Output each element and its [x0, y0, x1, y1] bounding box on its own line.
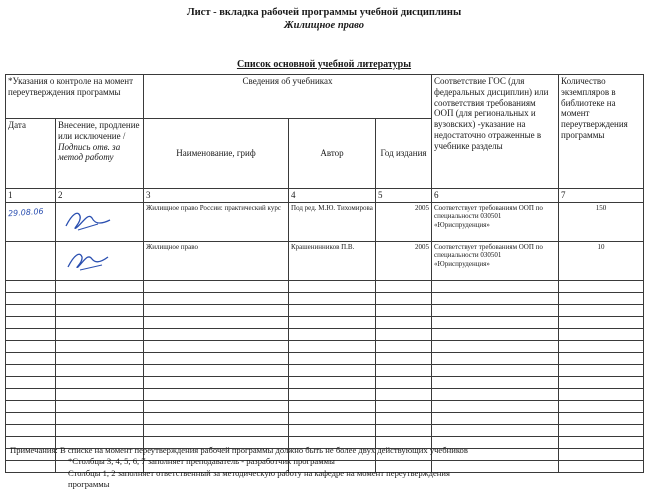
header-year: Год издания [376, 119, 432, 189]
empty-cell [289, 292, 376, 304]
header-line-2: Жилищное право [284, 20, 364, 31]
empty-cell [432, 280, 559, 292]
empty-row [6, 364, 644, 376]
empty-row [6, 352, 644, 364]
empty-cell [144, 388, 289, 400]
empty-cell [432, 352, 559, 364]
empty-cell [56, 364, 144, 376]
row-count: 150 [559, 202, 644, 241]
empty-cell [289, 376, 376, 388]
empty-cell [376, 400, 432, 412]
empty-cell [376, 292, 432, 304]
row-count: 10 [559, 241, 644, 280]
empty-cell [6, 352, 56, 364]
empty-cell [6, 340, 56, 352]
empty-cell [56, 292, 144, 304]
empty-cell [6, 376, 56, 388]
empty-cell [144, 400, 289, 412]
column-number: 5 [376, 189, 432, 203]
header-signature-text: Подпись отв. за метод работу [58, 141, 121, 163]
empty-cell [6, 328, 56, 340]
table-row [6, 202, 644, 241]
empty-cell [144, 316, 289, 328]
empty-cell [376, 412, 432, 424]
row-year: 2005 [376, 202, 432, 241]
row-year: 2005 [376, 241, 432, 280]
empty-cell [56, 280, 144, 292]
row-date [6, 202, 56, 241]
empty-cell [56, 400, 144, 412]
row-name: Жилищное право [144, 241, 289, 280]
literature-table [5, 74, 644, 473]
empty-cell [559, 424, 644, 436]
empty-cell [559, 352, 644, 364]
empty-cell [144, 352, 289, 364]
empty-cell [144, 304, 289, 316]
column-number: 1 [6, 189, 56, 203]
signature-icon [58, 243, 118, 273]
column-number-row [6, 189, 644, 203]
empty-cell [56, 424, 144, 436]
empty-cell [376, 340, 432, 352]
note-1: Примечания: В списке на момент переутверждения рабочей программы должно быть не более двух действующих учебников [10, 445, 468, 455]
row-gos: Соответствует требованиям ООП по специальности 030501 «Юриспруденция» [432, 241, 559, 280]
empty-cell [144, 328, 289, 340]
empty-cell [144, 280, 289, 292]
empty-cell [376, 352, 432, 364]
empty-cell [559, 304, 644, 316]
row-signature [56, 241, 144, 280]
empty-cell [144, 340, 289, 352]
header-date: Дата [6, 119, 56, 189]
empty-cell [289, 364, 376, 376]
empty-row [6, 424, 644, 436]
header-author: Автор [289, 119, 376, 189]
empty-cell [376, 304, 432, 316]
empty-cell [559, 328, 644, 340]
note-4: программы [68, 478, 110, 489]
empty-cell [376, 376, 432, 388]
empty-cell [559, 340, 644, 352]
empty-cell [289, 424, 376, 436]
list-title: Список основной учебной литературы [236, 59, 412, 70]
header-name: Наименование, гриф [144, 119, 289, 189]
empty-cell [432, 364, 559, 376]
empty-cell [432, 400, 559, 412]
empty-cell [559, 364, 644, 376]
header-control: *Указания о контроле на момент переутверждения программы [6, 75, 144, 119]
empty-cell [6, 280, 56, 292]
empty-cell [56, 340, 144, 352]
column-number: 4 [289, 189, 376, 203]
empty-cell [559, 412, 644, 424]
row-gos: Соответствует требованиям ООП по специальности 030501 «Юриспруденция» [432, 202, 559, 241]
empty-cell [289, 412, 376, 424]
row-author: Под ред. М.Ю. Тихомирова [289, 202, 376, 241]
empty-cell [56, 388, 144, 400]
empty-cell [559, 376, 644, 388]
handwritten-date: 29.08.06 [7, 206, 44, 219]
empty-cell [376, 424, 432, 436]
empty-cell [6, 412, 56, 424]
empty-cell [432, 376, 559, 388]
empty-cell [559, 400, 644, 412]
empty-cell [6, 364, 56, 376]
empty-cell [559, 316, 644, 328]
empty-cell [56, 316, 144, 328]
empty-cell [559, 388, 644, 400]
empty-cell [289, 304, 376, 316]
empty-cell [376, 280, 432, 292]
empty-cell [144, 364, 289, 376]
empty-cell [6, 424, 56, 436]
empty-cell [376, 388, 432, 400]
empty-cell [144, 376, 289, 388]
empty-row [6, 340, 644, 352]
row-author: Крашенинников П.В. [289, 241, 376, 280]
empty-cell [289, 280, 376, 292]
empty-row [6, 304, 644, 316]
empty-cell [6, 400, 56, 412]
empty-cell [432, 304, 559, 316]
note-2: *Столбцы 3, 4, 5, 6, 7 заполняет преподаватель - разработчик программы [68, 456, 335, 467]
empty-cell [144, 424, 289, 436]
empty-cell [6, 292, 56, 304]
empty-row [6, 400, 644, 412]
empty-cell [289, 328, 376, 340]
header-textbooks: Сведения об учебниках [144, 75, 432, 119]
empty-cell [6, 316, 56, 328]
empty-cell [432, 316, 559, 328]
empty-row [6, 292, 644, 304]
signature-icon [58, 204, 118, 234]
empty-cell [6, 304, 56, 316]
empty-row [6, 412, 644, 424]
empty-cell [56, 328, 144, 340]
empty-cell [56, 412, 144, 424]
empty-cell [432, 328, 559, 340]
empty-row [6, 388, 644, 400]
empty-cell [289, 340, 376, 352]
empty-row [6, 376, 644, 388]
empty-cell [289, 316, 376, 328]
header-line-1: Лист - вкладка рабочей программы учебной дисциплины [186, 7, 462, 18]
header-change-text: Внесение, продление или исключение / [58, 120, 140, 141]
empty-cell [559, 292, 644, 304]
empty-cell [432, 388, 559, 400]
note-3: Столбцы 1, 2 заполняет ответственный за методическую работу на кафедре на момент переутверждения [68, 467, 450, 478]
empty-cell [432, 412, 559, 424]
empty-cell [56, 304, 144, 316]
notes [10, 445, 640, 490]
empty-cell [289, 388, 376, 400]
empty-cell [376, 364, 432, 376]
empty-cell [144, 292, 289, 304]
empty-cell [144, 412, 289, 424]
empty-cell [559, 280, 644, 292]
row-signature [56, 202, 144, 241]
empty-cell [432, 292, 559, 304]
header-change [56, 119, 144, 189]
empty-cell [56, 376, 144, 388]
column-number: 7 [559, 189, 644, 203]
header-count: Количество экземпляров в библиотеке на момент переутверждения программы [559, 75, 644, 189]
empty-cell [6, 388, 56, 400]
empty-row [6, 328, 644, 340]
column-number: 6 [432, 189, 559, 203]
empty-cell [432, 340, 559, 352]
column-number: 3 [144, 189, 289, 203]
empty-cell [376, 316, 432, 328]
row-date [6, 241, 56, 280]
empty-cell [289, 352, 376, 364]
table-row [6, 241, 644, 280]
empty-cell [432, 424, 559, 436]
row-name: Жилищное право России: практический курс [144, 202, 289, 241]
empty-cell [289, 400, 376, 412]
column-number: 2 [56, 189, 144, 203]
empty-cell [56, 352, 144, 364]
empty-row [6, 316, 644, 328]
empty-row [6, 280, 644, 292]
empty-cell [376, 328, 432, 340]
header-gos: Соответствие ГОС (для федеральных дисциплин) или соответствия требованиям ООП (для региональных и вузовских) -указание на недостаточно отраженные в учебнике разделы [432, 75, 559, 189]
